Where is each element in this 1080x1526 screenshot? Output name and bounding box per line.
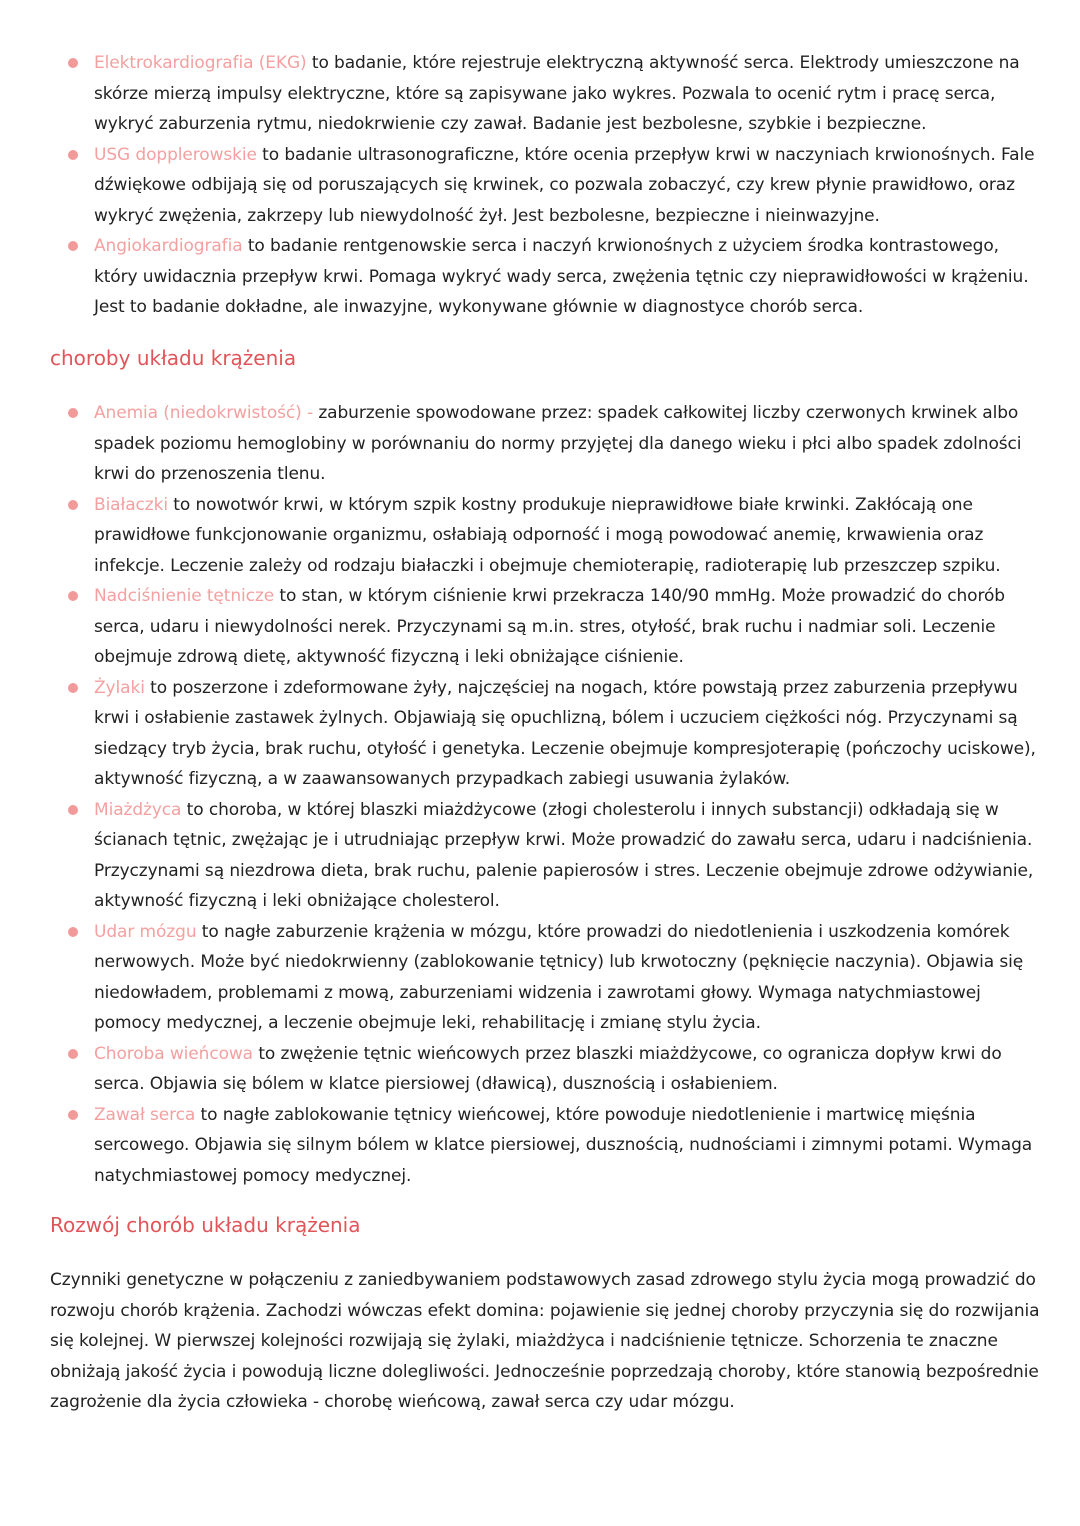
description-angiokardiografia: to badanie rentgenowskie serca i naczyń krwionośnych z użyciem środka kontrastowego, który uwidacznia przepływ krwi. Pomaga wykryć wady serca, zwężenia tętnic czy nieprawidłowości w krążeniu. Jest to badanie dokładne, ale inwazyjne, wykonywane głównie w diagnostyce chorób serca. <box>94 236 1029 317</box>
list-item-anemia <box>0 398 1080 490</box>
bullet-dot <box>68 408 78 418</box>
heading-development: Rozwój chorób układu krążenia <box>50 1213 361 1237</box>
list-item-ekg <box>0 48 1080 140</box>
list-item-udar <box>0 917 1080 1039</box>
term-usg-doppler: USG dopplerowskie <box>94 144 257 165</box>
list-item-choroba-wiencowa <box>0 1039 1080 1100</box>
term-bialaczki: Białaczki <box>94 494 168 515</box>
list-item-zawal <box>0 1100 1080 1192</box>
bullet-dot <box>68 241 78 251</box>
heading-diseases: choroby układu krążenia <box>50 346 297 370</box>
term-nadcisnienie: Nadciśnienie tętnicze <box>94 586 275 606</box>
description-usg-doppler: to badanie ultrasonograficzne, które ocenia przepływ krwi w naczyniach krwionośnych. Fale dźwiękowe odbijają się od poruszających się krwinek, co pozwala zobaczyć, czy krew płynie prawidłowo, oraz wykryć zwężenia, zakrzepy lub niewydolność żył. Jest bezbolesne, bezpieczne i nieinwazyjne. <box>94 144 1035 226</box>
list-item-miazdzyca <box>0 795 1080 917</box>
term-zylaki: Żylaki <box>94 677 145 698</box>
list-item-angiokardiografia <box>0 231 1080 323</box>
list-item-zylaki <box>0 673 1080 795</box>
description-udar: to nagłe zaburzenie krążenia w mózgu, które prowadzi do niedotlenienia i uszkodzenia komórek nerwowych. Może być niedokrwienny (zablokowanie tętnicy) lub krwotoczny (pęknięcie naczynia). Objawia się niedowładem, problemami z mową, zaburzeniami widzenia i zawrotami głowy. Wymaga natychmiastowej pomocy medycznej, a leczenie obejmuje leki, rehabilitację i zmianę stylu życia. <box>94 921 1024 1033</box>
diagnostics-list <box>0 48 1080 323</box>
bullet-dot <box>68 150 78 160</box>
description-anemia: zaburzenie spowodowane przez: spadek całkowitej liczby czerwonych krwinek albo spadek poziomu hemoglobiny w porównaniu do normy przyjętej dla danego wieku i płci albo spadek zdolności krwi do przenoszenia tlenu. <box>94 403 1022 484</box>
term-miazdzyca: Miażdżyca <box>94 799 182 820</box>
bullet-dot <box>68 500 78 510</box>
bullet-dot <box>68 805 78 815</box>
description-choroba-wiencowa: to zwężenie tętnic wieńcowych przez blaszki miażdżycowe, co ogranicza dopływ krwi do serca. Objawia się bólem w klatce piersiowej (dławicą), dusznością i osłabieniem. <box>94 1043 1002 1094</box>
term-angiokardiografia: Angiokardiografia <box>94 236 243 256</box>
bullet-dot <box>68 927 78 937</box>
list-item-bialaczki <box>0 490 1080 582</box>
description-zawal: to nagłe zablokowanie tętnicy wieńcowej, które powoduje niedotlenienie i martwicę mięśnia sercowego. Objawia się silnym bólem w klatce piersiowej, dusznością, nudnościami i zimnymi potami. Wymaga natychmiastowej pomocy medycznej. <box>94 1104 1033 1186</box>
term-choroba-wiencowa: Choroba wieńcowa <box>94 1043 254 1064</box>
description-zylaki: to poszerzone i zdeformowane żyły, najczęściej na nogach, które powstają przez zaburzenia przepływu krwi i osłabienie zastawek żylnych. Objawiają się opuchlizną, bólem i uczuciem ciężkości nóg. Przyczynami są siedzący tryb życia, brak ruchu, otyłość i genetyka. Leczenie obejmuje kompresjoterapię (pończochy uciskowe), aktywność fizyczną, a w zaawansowanych przypadkach zabiegi usuwania żylaków. <box>94 677 1036 789</box>
list-item-nadcisnienie <box>0 581 1080 673</box>
bullet-dot <box>68 1049 78 1059</box>
term-ekg: Elektrokardiografia (EKG) <box>94 53 307 73</box>
description-bialaczki: to nowotwór krwi, w którym szpik kostny produkuje nieprawidłowe białe krwinki. Zakłócają one prawidłowe funkcjonowanie organizmu, osłabiają odporność i mogą powodować anemię, krwawienia oraz infekcje. Leczenie zależy od rodzaju białaczki i obejmuje chemioterapię, radioterapię lub przeszczep szpiku. <box>94 494 1001 576</box>
development-paragraph: Czynniki genetyczne w połączeniu z zaniedbywaniem podstawowych zasad zdrowego stylu życia mogą prowadzić do rozwoju chorób krążenia. Zachodzi wówczas efekt domina: pojawienie się jednej choroby przyczynia się do rozwijania się kolejnej. W pierwszej kolejności rozwijają się żylaki, miażdżyca i nadciśnienie tętnicze. Schorzenia te znaczne obniżają jakość życia i powodują liczne dolegliwości. Jednocześnie poprzedzają choroby, które stanowią bezpośrednie zagrożenie dla życia człowieka - chorobę wieńcową, zawał serca czy udar mózgu. <box>50 1270 1040 1412</box>
term-zawal: Zawał serca <box>94 1104 196 1125</box>
description-nadcisnienie: to stan, w którym ciśnienie krwi przekracza 140/90 mmHg. Może prowadzić do chorób serca, udaru i niewydolności nerek. Przyczynami są m.in. stres, otyłość, brak ruchu i nadmiar soli. Leczenie obejmuje zdrową dietę, aktywność fizyczną i leki obniżające ciśnienie. <box>94 586 1005 667</box>
list-item-usg-doppler <box>0 140 1080 232</box>
bullet-dot <box>68 58 78 68</box>
term-anemia: Anemia (niedokrwistość) - <box>94 403 314 423</box>
diseases-list <box>0 398 1080 1191</box>
bullet-dot <box>68 1110 78 1120</box>
description-miazdzyca: to choroba, w której blaszki miażdżycowe (złogi cholesterolu i innych substancji) odkładają się w ścianach tętnic, zwężając je i utrudniając przepływ krwi. Może prowadzić do zawału serca, udaru i nadciśnienia. Przyczynami są niezdrowa dieta, brak ruchu, palenie papierosów i stres. Leczenie obejmuje zdrowe odżywianie, aktywność fizyczną i leki obniżające cholesterol. <box>94 799 1034 911</box>
bullet-dot <box>68 591 78 601</box>
term-udar: Udar mózgu <box>94 921 197 942</box>
bullet-dot <box>68 683 78 693</box>
description-ekg: to badanie, które rejestruje elektryczną aktywność serca. Elektrody umieszczone na skórze mierzą impulsy elektryczne, które są zapisywane jako wykres. Pozwala to ocenić rytm i pracę serca, wykryć zaburzenia rytmu, niedokrwienie czy zawał. Badanie jest bezbolesne, szybkie i bezpieczne. <box>94 53 1020 134</box>
